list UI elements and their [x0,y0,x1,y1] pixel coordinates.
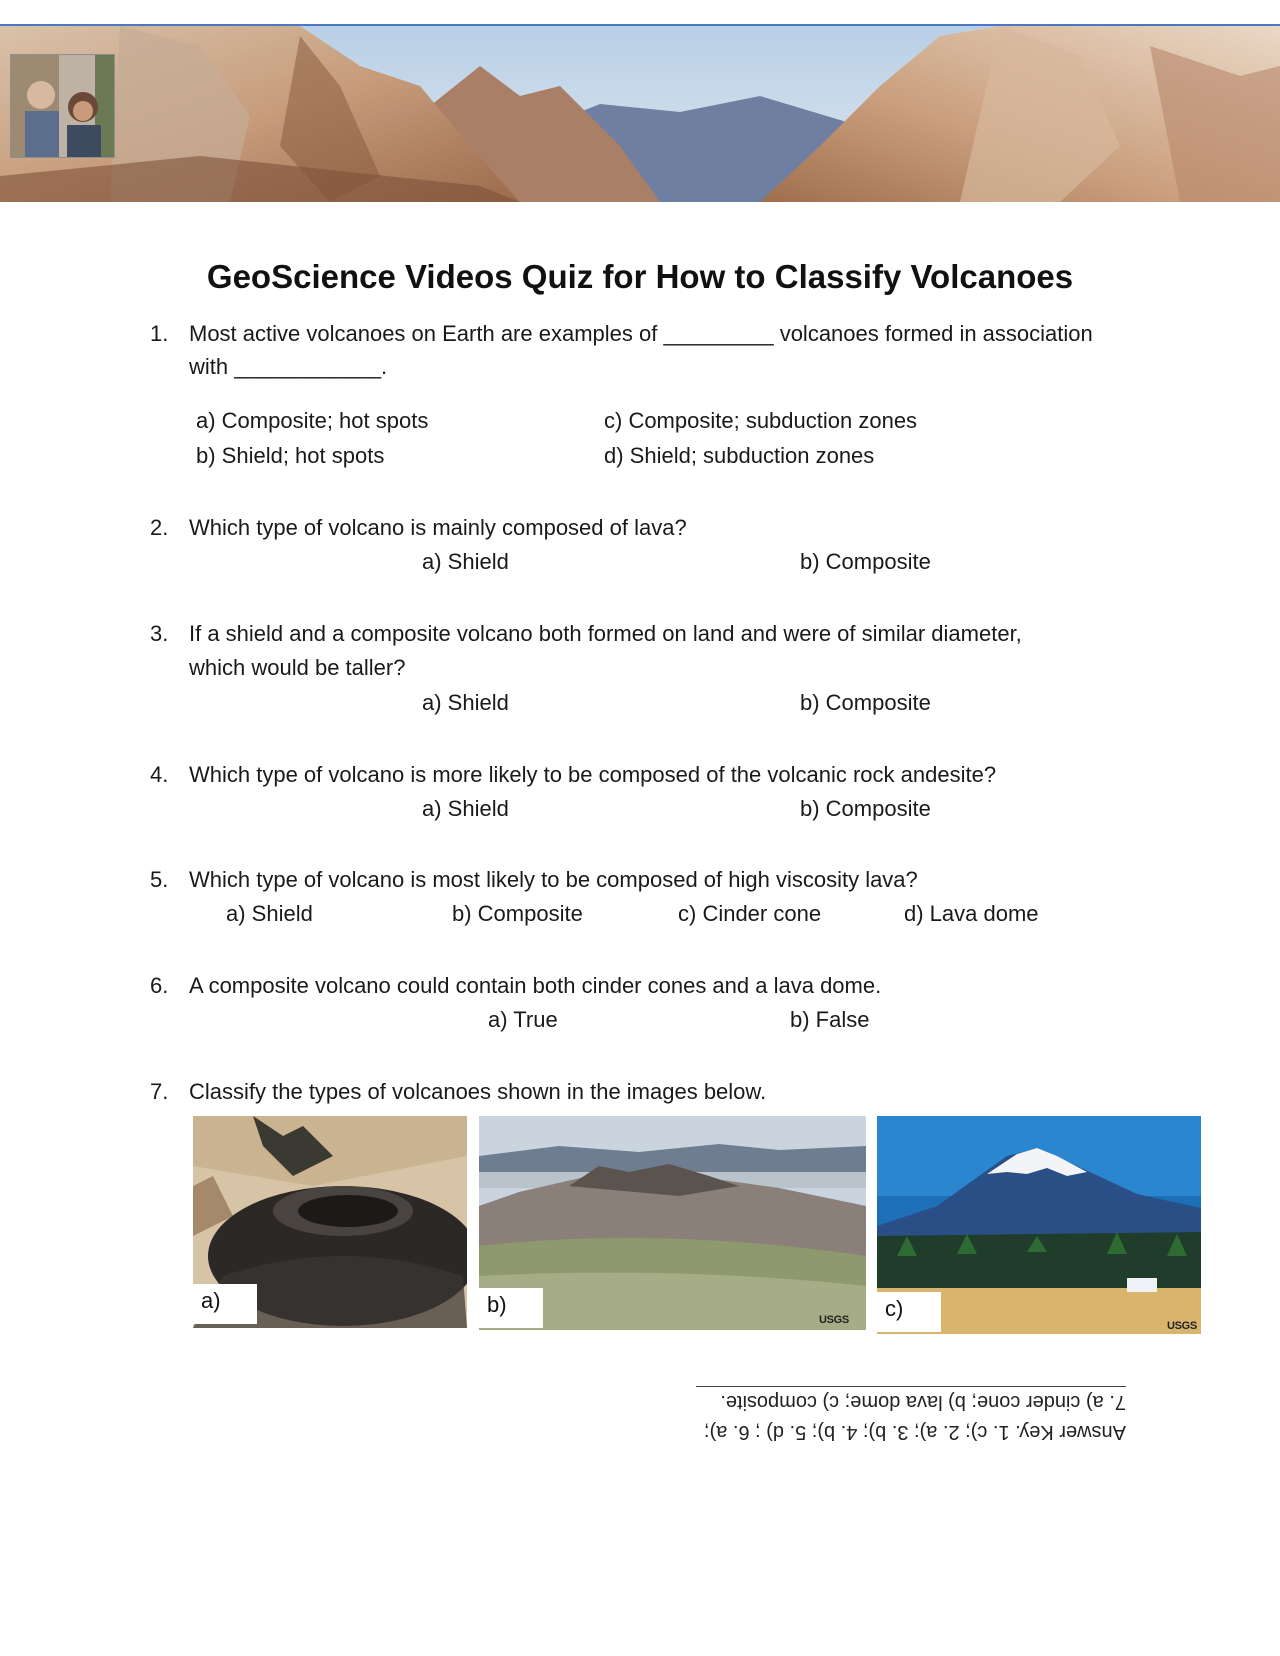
question-number: 6. [150,973,169,998]
question-number: 4. [150,762,169,787]
question-number: 5. [150,867,169,892]
option-b: b) False [790,1007,870,1032]
option-d: d) Shield; subduction zones [604,443,875,468]
presenters-photo [10,54,115,158]
answer-key-line-1: Answer Key. 1. c); 2. a); 3. b); 4. b); 5. d) ; 6. a); [703,1421,1126,1443]
question-stem: Classify the types of volcanoes shown in the images below. [189,1079,767,1104]
answer-key-line-2: 7. a) cinder cone; b) lava dome; c) composite. [696,1386,1126,1417]
usgs-credit: USGS [1167,1320,1197,1332]
option-a: a) True [488,1007,558,1032]
option-b: b) Composite [452,901,583,926]
question-stem: If a shield and a composite volcano both formed on land and were of similar diameter, [189,621,1022,646]
question-number: 3. [150,621,169,646]
option-b: b) Composite [800,796,931,821]
question-number: 1. [150,321,169,346]
question-number: 2. [150,515,169,540]
option-a: a) Shield [422,549,509,574]
page-title: GeoScience Videos Quiz for How to Classify Volcanoes [206,258,1074,295]
header-banner [0,24,1280,202]
figure-label: c) [877,1292,941,1332]
option-a: a) Shield [422,796,509,821]
question-stem: Which type of volcano is mainly composed of lava? [189,515,687,540]
figure-a-cinder-cone [193,1116,467,1328]
figure-label: a) [193,1284,257,1324]
option-b: b) Composite [800,549,931,574]
option-d: d) Lava dome [904,901,1039,926]
option-c: c) Composite; subduction zones [604,408,918,433]
figure-label: b) [479,1288,543,1328]
option-a: a) Composite; hot spots [196,408,429,433]
answer-key [696,1386,1126,1447]
usgs-credit: USGS [819,1314,849,1326]
question-stem-continued: with ____________. [189,354,388,379]
question-stem: A composite volcano could contain both cinder cones and a lava dome. [189,973,882,998]
figure-b-lava-dome [479,1116,866,1330]
question-stem-continued: which would be taller? [189,655,406,680]
option-a: a) Shield [226,901,313,926]
option-a: a) Shield [422,690,509,715]
figure-c-composite-volcano [877,1116,1201,1334]
option-b: b) Shield; hot spots [196,443,385,468]
question-stem: Which type of volcano is more likely to be composed of the volcanic rock andesite? [189,762,997,787]
option-c: c) Cinder cone [678,901,822,926]
question-number: 7. [150,1079,169,1104]
question-stem: Which type of volcano is most likely to be composed of high viscosity lava? [189,867,918,892]
banner-landscape-image [0,26,1280,202]
option-b: b) Composite [800,690,931,715]
question-stem: Most active volcanoes on Earth are examples of _________ volcanoes formed in association [189,321,1093,346]
